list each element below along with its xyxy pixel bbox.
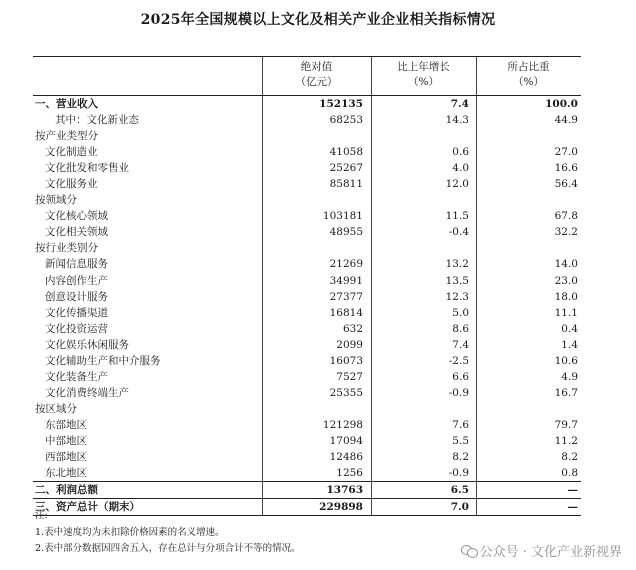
cell-absolute-value: 68253 <box>329 114 363 127</box>
table-title: 2025年全国规模以上文化及相关产业企业相关指标情况 <box>140 12 496 28</box>
row-label: 文化相关领域 <box>45 226 108 239</box>
cell-growth: 11.5 <box>445 210 469 223</box>
cell-absolute-value: 25267 <box>329 162 363 175</box>
row-label: 文化投资运营 <box>45 322 108 335</box>
cell-growth: 14.3 <box>445 114 469 127</box>
cell-absolute-value: 27377 <box>329 290 363 303</box>
row-label: 文化传播渠道 <box>45 306 108 319</box>
cell-share: 10.6 <box>554 354 578 367</box>
cell-share: 27.0 <box>554 146 578 159</box>
cell-growth: 7.4 <box>450 98 469 110</box>
cell-absolute-value: 229898 <box>319 501 363 514</box>
cell-absolute-value: 34991 <box>329 274 363 287</box>
cell-growth: -2.5 <box>448 354 469 367</box>
table-row <box>33 369 581 385</box>
cell-absolute-value: 21269 <box>329 258 363 271</box>
cell-growth: 5.5 <box>452 434 469 447</box>
table-row <box>33 224 581 240</box>
cell-share: 0.8 <box>561 467 578 480</box>
table-header <box>33 56 581 96</box>
cell-share: 4.9 <box>561 370 578 383</box>
cell-share: 44.9 <box>554 114 578 127</box>
row-label: 文化核心领域 <box>45 210 108 223</box>
table-row <box>33 192 581 208</box>
row-label: 内容创作生产 <box>45 274 108 287</box>
table-row <box>33 433 581 449</box>
footnote-heading: 注: <box>35 510 48 521</box>
table-row <box>33 481 581 498</box>
cell-share: 16.7 <box>554 386 578 399</box>
cell-absolute-value: 632 <box>342 322 363 335</box>
row-label: 东北地区 <box>45 467 87 480</box>
row-label: 文化消费终端生产 <box>45 386 129 399</box>
cell-growth: 8.2 <box>452 451 469 464</box>
cell-share: 16.6 <box>554 162 578 175</box>
cell-absolute-value: 1256 <box>336 467 363 480</box>
cell-growth: 8.6 <box>452 322 469 335</box>
table-row <box>33 449 581 465</box>
table-row <box>33 112 581 128</box>
row-label: 按行业类别分 <box>35 242 98 255</box>
table-row <box>33 401 581 417</box>
table-row <box>33 321 581 337</box>
header-growth: 比上年增长 （%） <box>397 61 450 88</box>
footnote-2: 2.表中部分数据因四舍五入，存在总计与分项合计不等的情况。 <box>35 543 301 554</box>
cell-absolute-value: 2099 <box>336 338 363 351</box>
indicator-table <box>33 56 581 516</box>
cell-share: 100.0 <box>545 98 578 110</box>
cell-growth: 7.4 <box>452 338 469 351</box>
row-label: 文化服务业 <box>45 178 98 191</box>
header-absolute-value: 绝对值 （亿元） <box>295 61 338 88</box>
table-row <box>33 128 581 144</box>
table-row <box>33 144 581 160</box>
row-label: 中部地区 <box>45 434 87 447</box>
cell-share: 14.0 <box>554 258 578 271</box>
cell-growth: 12.0 <box>445 178 469 191</box>
cell-growth: -0.4 <box>448 226 469 239</box>
cell-absolute-value: 12486 <box>329 451 363 464</box>
row-label: 按领域分 <box>35 194 77 207</box>
cell-absolute-value: 17094 <box>329 434 363 447</box>
cell-absolute-value: 16814 <box>329 306 363 319</box>
cell-share: 56.4 <box>554 178 578 191</box>
cell-absolute-value: 41058 <box>329 146 363 159</box>
cell-growth: 4.0 <box>452 162 469 175</box>
cell-growth: 6.5 <box>450 484 469 497</box>
row-label: 其中：文化新业态 <box>55 114 139 127</box>
watermark: 公众号 · 文化产业新视界 <box>461 541 622 560</box>
table-row <box>33 289 581 305</box>
cell-absolute-value: 152135 <box>319 98 363 110</box>
cell-share: 18.0 <box>554 290 578 303</box>
table-row <box>33 337 581 353</box>
table-row <box>33 160 581 176</box>
cell-absolute-value: 48955 <box>329 226 363 239</box>
cell-growth: 13.2 <box>445 258 469 271</box>
row-label: 文化娱乐休闲服务 <box>45 338 129 351</box>
cell-absolute-value: 7527 <box>336 370 363 383</box>
row-label: 西部地区 <box>45 451 87 464</box>
row-label: 一、营业收入 <box>35 98 98 110</box>
cell-growth: 5.0 <box>452 306 469 319</box>
cell-absolute-value: 85811 <box>329 178 363 191</box>
cell-share: 67.8 <box>554 210 578 223</box>
row-label: 东部地区 <box>45 418 87 431</box>
cell-growth: 13.5 <box>445 274 469 287</box>
table-row <box>33 96 581 112</box>
row-label: 创意设计服务 <box>45 290 108 303</box>
cell-share: 23.0 <box>554 274 578 287</box>
cell-growth: 7.0 <box>450 501 469 514</box>
header-share: 所占比重 （%） <box>507 61 550 88</box>
cell-growth: 6.6 <box>452 370 469 383</box>
cell-share: 11.1 <box>554 306 578 319</box>
cell-growth: 0.6 <box>452 146 469 159</box>
cell-share: 1.4 <box>561 338 578 351</box>
table-row <box>33 176 581 192</box>
cell-share: 8.2 <box>561 451 578 464</box>
table-row <box>33 240 581 256</box>
cell-share: 32.2 <box>554 226 578 239</box>
row-label: 新闻信息服务 <box>45 258 108 271</box>
table-row <box>33 385 581 401</box>
row-label: 文化装备生产 <box>45 370 108 383</box>
table-row <box>33 273 581 289</box>
cell-share: 0.4 <box>561 322 578 335</box>
row-label: 文化辅助生产和中介服务 <box>45 354 161 367</box>
table-row <box>33 465 581 481</box>
row-label: 按产业类型分 <box>35 130 98 143</box>
cell-growth: 7.6 <box>452 418 469 431</box>
row-label: 按区域分 <box>35 402 77 415</box>
row-label: 文化批发和零售业 <box>45 162 129 175</box>
cell-absolute-value: 121298 <box>322 418 363 431</box>
table-row <box>33 208 581 224</box>
row-label: 二、利润总额 <box>35 484 98 497</box>
cell-share: — <box>567 501 578 514</box>
row-label: 文化制造业 <box>45 146 98 159</box>
table-row <box>33 353 581 369</box>
cell-growth: -0.9 <box>448 467 469 480</box>
table-row <box>33 256 581 272</box>
cell-share: — <box>567 484 578 497</box>
footnotes <box>35 508 301 558</box>
cell-absolute-value: 25355 <box>329 386 363 399</box>
cell-growth: 12.3 <box>445 290 469 303</box>
footnote-1: 1.表中速度均为未扣除价格因素的名义增速。 <box>35 526 225 538</box>
cell-growth: -0.9 <box>448 386 469 399</box>
table-body <box>33 96 581 516</box>
row-label: 三、资产总计（期末） <box>35 501 140 514</box>
cell-absolute-value: 16073 <box>329 354 363 367</box>
cell-share: 11.2 <box>554 434 578 447</box>
table-row <box>33 417 581 433</box>
wechat-icon <box>461 545 477 557</box>
cell-absolute-value: 103181 <box>322 210 363 223</box>
cell-share: 79.7 <box>554 418 578 431</box>
table-row <box>33 305 581 321</box>
cell-absolute-value: 13763 <box>326 484 363 497</box>
